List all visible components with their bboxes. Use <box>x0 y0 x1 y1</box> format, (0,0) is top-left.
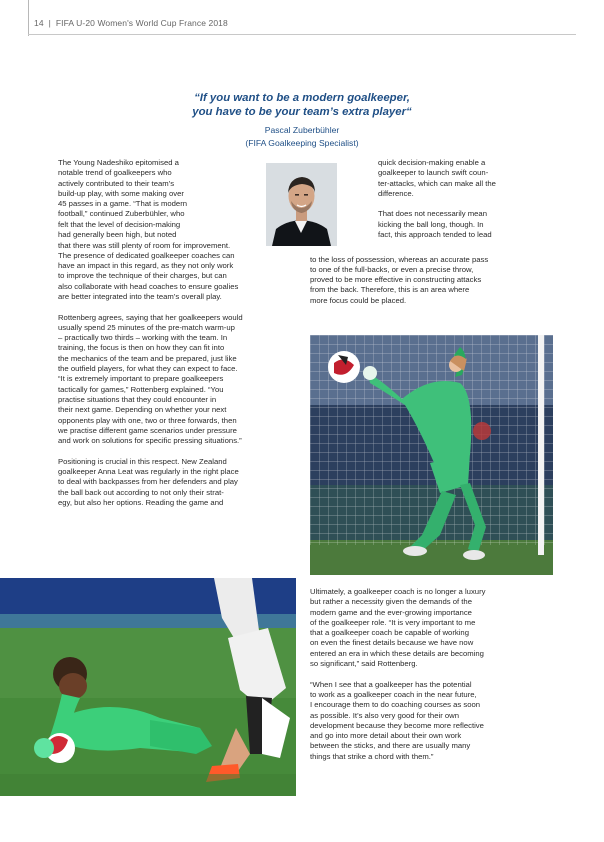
paragraph-line: notable trend of goalkeepers who <box>58 168 172 178</box>
paragraph-line: proved to be more effective in constructing attacks <box>310 275 482 285</box>
paragraph-line: the ball back out according to not only their strat- <box>58 487 224 497</box>
paragraph-line: and work on solutions for specific pressing situations.” <box>58 436 242 446</box>
pull-quote <box>100 91 504 119</box>
paragraph-line: have an impact in this regard, as they not only work <box>58 261 234 271</box>
paragraph-line: the outfield players, for what they can expect to face. <box>58 364 238 374</box>
right-column-intro <box>378 158 496 240</box>
paragraph-line: we practise different game scenarios under pressure <box>58 425 237 435</box>
paragraph-line: Rottenberg agrees, saying that her goalkeepers would <box>58 312 243 322</box>
publication-title: FIFA U-20 Women's World Cup France 2018 <box>55 18 228 28</box>
paragraph-line: but rather a necessity given the demands of the <box>310 597 472 607</box>
paragraph-line: to improve the technique of their charges, but can <box>58 271 227 281</box>
paragraph-line: The Young Nadeshiko epitomised a <box>58 158 179 167</box>
header-vertical-rule <box>28 0 29 36</box>
paragraph-line: practise situations that they could encounter in <box>58 394 217 404</box>
paragraph-line: had generally been high, but noted <box>58 230 177 240</box>
paragraph-line: The presence of dedicated goalkeeper coaches can <box>58 250 235 260</box>
running-header <box>34 18 228 28</box>
paragraph-line: – practically two thirds – working with the team. In <box>58 333 228 343</box>
right-column-body <box>310 255 488 306</box>
paragraph-line: opponents play with one, two or three forwards, then <box>58 415 237 425</box>
paragraph-line: modern game and the ever-growing importance <box>310 607 472 617</box>
author-role: (FIFA Goalkeeping Specialist) <box>245 137 359 148</box>
goalkeeper-diving-photo <box>310 335 553 575</box>
paragraph-line: ter-attacks, which can make all the <box>378 178 496 188</box>
paragraph-line: actively contributed to their team’s <box>58 178 175 188</box>
paragraph-line: 45 passes in a game. “That is modern <box>58 199 188 209</box>
paragraph-gap <box>378 199 496 209</box>
paragraph-line: their next game. Depending on whether your next <box>58 405 227 415</box>
paragraph-line: are better integrated into the team’s overall play. <box>58 291 222 301</box>
paragraph-line: goalkeeper Anna Leat was regularly in the right place <box>58 467 239 477</box>
goalkeeper-on-ground-photo <box>0 578 296 796</box>
paragraph-line: goalkeeper to launch swift coun- <box>378 168 489 178</box>
left-column-body <box>58 241 243 509</box>
paragraph-gap <box>310 669 485 679</box>
paragraph-line: Positioning is crucial in this respect. New Zealand <box>58 456 227 466</box>
paragraph-line: training, the focus is then on how they can fit into <box>58 343 225 353</box>
paragraph-line: from the back. Therefore, this is an area where <box>310 285 470 295</box>
paragraph-line: to deal with backpasses from her defenders and play <box>58 477 238 487</box>
paragraph-line: difference. <box>378 188 414 198</box>
header-horizontal-rule <box>28 34 576 35</box>
paragraph-line: the mechanics of the team and be prepared, just like <box>58 353 237 363</box>
paragraph-line: felt that the level of decision-making <box>58 219 181 229</box>
paragraph-line: egy, but also her options. Reading the game and <box>58 497 224 507</box>
paragraph-line: Ultimately, a goalkeeper coach is no longer a luxury <box>310 587 486 596</box>
paragraph-line: development because they become more reflective <box>310 720 484 730</box>
paragraph-line: also collaborate with head coaches to ensure goalies <box>58 281 239 291</box>
paragraph-line: to one of the full-backs, or even a precise throw, <box>310 264 474 274</box>
portrait-illustration <box>266 163 337 246</box>
paragraph-line: tactically for games,” Rottenberg explained. “You <box>58 384 224 394</box>
page-number: 14 <box>34 18 44 28</box>
paragraph-line: kicking the ball long, though. In <box>378 219 484 229</box>
right-column-conclusion <box>310 587 485 762</box>
paragraph-line: “It is extremely important to prepare goalkeepers <box>58 374 224 384</box>
paragraph-line: as possible. It’s also very good for their own <box>310 710 459 720</box>
paragraph-gap <box>58 446 243 456</box>
paragraph-line: so significant,” said Rottenberg. <box>310 659 418 669</box>
paragraph-line: to the loss of possession, whereas an accurate pass <box>310 254 489 264</box>
paragraph-line: “When I see that a goalkeeper has the potential <box>310 679 472 689</box>
portrait-photo <box>266 163 337 246</box>
paragraph-line: build-up play, with some making over <box>58 188 184 198</box>
goalkeeper-on-ground-illustration <box>0 578 296 796</box>
paragraph-line: football,” continued Zuberbühler, who <box>58 209 185 219</box>
paragraph-line: that a goalkeeper coach be capable of working <box>310 628 469 638</box>
paragraph-line: and go into more detail about their own work <box>310 731 462 741</box>
paragraph-line: more focus could be placed. <box>310 295 407 305</box>
paragraph-gap <box>58 302 243 312</box>
paragraph-line: to work as a goalkeeper coach in the near future, <box>310 689 477 699</box>
paragraph-line: I encourage them to do coaching courses as soon <box>310 700 481 710</box>
paragraph-line: That does not necessarily mean <box>378 209 487 219</box>
goalkeeper-diving-illustration <box>310 335 553 575</box>
header-separator: | <box>46 18 54 28</box>
quote-attribution <box>100 124 504 149</box>
paragraph-line: on even the finest details because we have now <box>310 638 474 648</box>
paragraph-line: that there was still plenty of room for improvement. <box>58 240 231 250</box>
paragraph-line: entered an era in which these details are becoming <box>310 648 484 658</box>
paragraph-line: of the goalkeeper role. “It is very important to me <box>310 617 476 627</box>
pull-quote-line-1: “If you want to be a modern goalkeeper, <box>194 92 410 104</box>
paragraph-line: quick decision-making enable a <box>378 158 486 167</box>
pull-quote-line-2: you have to be your team’s extra player“ <box>192 106 412 118</box>
paragraph-line: fact, this approach tended to lead <box>378 230 492 240</box>
paragraph-line: between the sticks, and there are usually many <box>310 741 471 751</box>
left-column-intro <box>58 158 187 240</box>
author-name: Pascal Zuberbühler <box>264 125 340 135</box>
paragraph-line: usually spend 25 minutes of the pre-match warm-up <box>58 322 235 332</box>
paragraph-line: things that strike a chord with them.” <box>310 751 434 761</box>
